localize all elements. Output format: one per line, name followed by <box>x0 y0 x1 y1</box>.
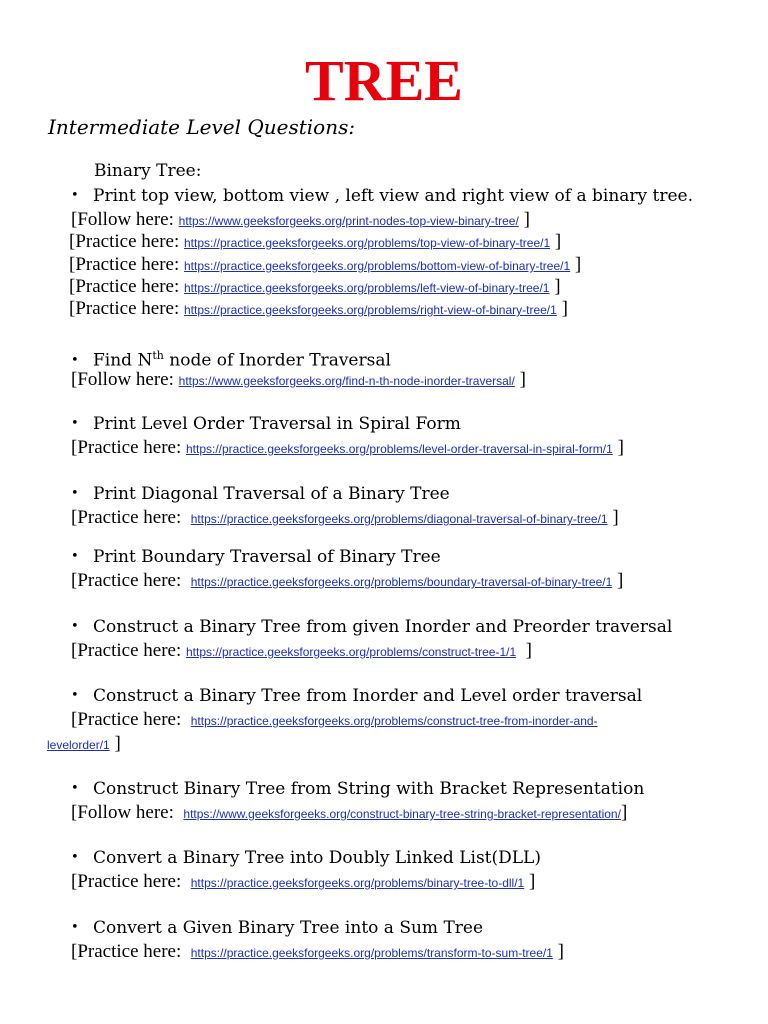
reference-label: [Follow here: <box>71 209 174 230</box>
question-text: Print Diagonal Traversal of a Binary Tree <box>93 484 450 504</box>
question-text: Construct Binary Tree from String with Bracket Representation <box>93 779 645 799</box>
bullet-icon: • <box>71 188 79 203</box>
reference-line: [Practice here: https://practice.geeksforgeeks.org/problems/top-view-of-binary-tree/1 ] <box>69 231 562 252</box>
reference-line: [Practice here: https://practice.geeksforgeeks.org/problems/diagonal-traversal-of-binary-tree/1 ] <box>71 507 619 528</box>
reference-link[interactable]: https://www.geeksforgeeks.org/print-nodes-top-view-binary-tree/ <box>178 214 519 228</box>
reference-link[interactable]: https://practice.geeksforgeeks.org/problems/right-view-of-binary-tree/1 <box>183 303 557 317</box>
reference-link[interactable]: https://practice.geeksforgeeks.org/problems/binary-tree-to-dll/1 <box>190 876 525 890</box>
reference-label: [Practice here: <box>69 298 180 319</box>
question-5 <box>71 546 441 568</box>
question-text: Construct a Binary Tree from given Inorder and Preorder traversal <box>93 617 673 637</box>
bullet-icon: • <box>71 486 79 501</box>
bullet-icon: • <box>71 688 79 703</box>
reference-link[interactable]: https://practice.geeksforgeeks.org/problems/transform-to-sum-tree/1 <box>190 946 553 960</box>
page-title: TREE <box>305 48 463 113</box>
reference-label: [Follow here: <box>71 369 174 390</box>
reference-link[interactable]: https://www.geeksforgeeks.org/find-n-th-node-inorder-traversal/ <box>178 374 515 388</box>
reference-link[interactable]: https://practice.geeksforgeeks.org/problems/diagonal-traversal-of-binary-tree/1 <box>190 512 608 526</box>
question-10 <box>71 917 483 939</box>
bullet-icon: • <box>71 850 79 865</box>
reference-label: [Follow here: <box>71 802 174 823</box>
reference-link[interactable]: https://practice.geeksforgeeks.org/problems/bottom-view-of-binary-tree/1 <box>183 259 571 273</box>
reference-line: [Follow here: https://www.geeksforgeeks.org/construct-binary-tree-string-bracket-representation/] <box>71 802 628 823</box>
question-1 <box>71 185 693 207</box>
reference-link[interactable]: levelorder/1 <box>47 738 110 752</box>
reference-link[interactable]: https://practice.geeksforgeeks.org/problems/construct-tree-1/1 <box>185 645 517 659</box>
question-text: Print top view, bottom view , left view and right view of a binary tree. <box>93 186 694 206</box>
reference-line <box>71 709 598 732</box>
bullet-icon: • <box>71 781 79 796</box>
reference-label: [Practice here: <box>71 437 182 458</box>
question-3 <box>71 413 461 435</box>
section-heading: Binary Tree: <box>94 161 202 181</box>
question-text: Print Level Order Traversal in Spiral Form <box>93 414 461 434</box>
bullet-icon: • <box>71 619 79 634</box>
reference-link[interactable]: https://practice.geeksforgeeks.org/problems/top-view-of-binary-tree/1 <box>183 236 551 250</box>
reference-label: [Practice here: <box>69 231 180 252</box>
reference-link[interactable]: https://practice.geeksforgeeks.org/problems/left-view-of-binary-tree/1 <box>183 281 550 295</box>
question-6 <box>71 616 672 638</box>
reference-label: [Practice here: <box>71 570 182 591</box>
reference-line-continued: levelorder/1 ] <box>47 733 121 754</box>
question-text: Construct a Binary Tree from Inorder and Level order traversal <box>93 686 643 706</box>
reference-line: [Practice here: https://practice.geeksforgeeks.org/problems/binary-tree-to-dll/1 ] <box>71 871 536 892</box>
reference-link[interactable]: https://practice.geeksforgeeks.org/problems/boundary-traversal-of-binary-tree/1 <box>190 575 613 589</box>
bullet-icon: • <box>71 549 79 564</box>
reference-line: [Practice here: https://practice.geeksforgeeks.org/problems/boundary-traversal-of-binary-tree/1 ] <box>71 570 624 591</box>
reference-link[interactable]: https://www.geeksforgeeks.org/construct-binary-tree-string-bracket-representation/ <box>183 807 621 821</box>
bullet-icon: • <box>71 920 79 935</box>
reference-line: [Follow here: https://www.geeksforgeeks.org/print-nodes-top-view-binary-tree/ ] <box>71 209 530 230</box>
question-4 <box>71 483 450 505</box>
reference-line: [Practice here: https://practice.geeksforgeeks.org/problems/level-order-traversal-in-spiral-form/1 ] <box>71 437 624 458</box>
reference-line: [Practice here: https://practice.geeksforgeeks.org/problems/right-view-of-binary-tree/1 ] <box>69 298 568 319</box>
question-2: • Find $N^{th}$ node of Inorder Traversal <box>71 349 391 371</box>
question-text: Print Boundary Traversal of Binary Tree <box>93 547 441 567</box>
reference-label: [Practice here: <box>71 871 182 892</box>
reference-line: [Practice here: https://practice.geeksforgeeks.org/problems/bottom-view-of-binary-tree/1 ] <box>69 254 582 275</box>
reference-label: [Practice here: <box>71 709 182 730</box>
reference-label: [Practice here: <box>71 941 182 962</box>
reference-link[interactable]: https://practice.geeksforgeeks.org/problems/construct-tree-from-inorder-and- <box>190 714 598 728</box>
question-text: Convert a Given Binary Tree into a Sum Tree <box>93 918 484 938</box>
reference-link[interactable]: https://practice.geeksforgeeks.org/problems/level-order-traversal-in-spiral-form/1 <box>185 442 613 456</box>
question-7 <box>71 685 642 707</box>
question-9 <box>71 847 541 869</box>
subtitle: Intermediate Level Questions: <box>48 115 356 139</box>
bullet-icon: • <box>71 352 79 368</box>
reference-label: [Practice here: <box>69 254 180 275</box>
reference-label: [Practice here: <box>71 507 182 528</box>
reference-line: [Follow here: https://www.geeksforgeeks.org/find-n-th-node-inorder-traversal/ ] <box>71 369 526 390</box>
reference-line: [Practice here: https://practice.geeksforgeeks.org/problems/left-view-of-binary-tree/1 ] <box>69 276 561 297</box>
reference-line: [Practice here: https://practice.geeksforgeeks.org/problems/construct-tree-1/1 ] <box>71 640 532 661</box>
question-text: Convert a Binary Tree into Doubly Linked List(DLL) <box>93 848 541 868</box>
question-8 <box>71 778 644 800</box>
reference-line: [Practice here: https://practice.geeksforgeeks.org/problems/transform-to-sum-tree/1 ] <box>71 941 564 962</box>
reference-label: [Practice here: <box>69 276 180 297</box>
reference-label: [Practice here: <box>71 640 182 661</box>
bullet-icon: • <box>71 416 79 431</box>
